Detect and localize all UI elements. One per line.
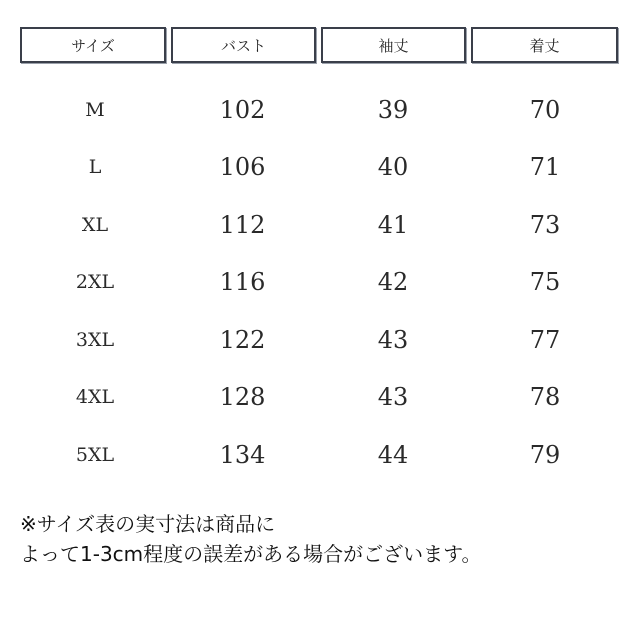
table-row bbox=[20, 430, 620, 480]
cell-sleeve: 41 bbox=[377, 211, 409, 239]
cell-sleeve: 43 bbox=[377, 383, 409, 411]
cell-sleeve: 39 bbox=[377, 96, 409, 124]
cell-bust: 122 bbox=[219, 326, 266, 354]
cell-length: 71 bbox=[529, 153, 561, 181]
header-size: サイズ bbox=[20, 27, 166, 63]
header-length: 着丈 bbox=[471, 27, 618, 63]
cell-sleeve: 43 bbox=[377, 326, 409, 354]
cell-sleeve: 44 bbox=[377, 441, 409, 469]
cell-length: 70 bbox=[529, 96, 561, 124]
cell-length: 75 bbox=[529, 268, 561, 296]
size-table-header bbox=[20, 27, 620, 67]
table-row bbox=[20, 372, 620, 422]
header-sleeve: 袖丈 bbox=[321, 27, 466, 63]
cell-bust: 112 bbox=[219, 211, 266, 239]
cell-sleeve: 40 bbox=[377, 153, 409, 181]
cell-bust: 102 bbox=[219, 96, 266, 124]
table-row bbox=[20, 142, 620, 192]
table-row bbox=[20, 200, 620, 250]
cell-size: 2XL bbox=[75, 271, 115, 293]
cell-size: 5XL bbox=[75, 444, 115, 466]
cell-bust: 106 bbox=[219, 153, 266, 181]
note-line-1: ※サイズ表の実寸法は商品に bbox=[20, 512, 276, 536]
cell-bust: 134 bbox=[219, 441, 266, 469]
cell-size: M bbox=[85, 99, 105, 121]
header-bust: バスト bbox=[171, 27, 316, 63]
table-row bbox=[20, 257, 620, 307]
table-row bbox=[20, 85, 620, 135]
cell-bust: 128 bbox=[219, 383, 266, 411]
note-line-2: よって1-3cm程度の誤差がある場合がございます。 bbox=[20, 542, 482, 566]
cell-length: 73 bbox=[529, 211, 561, 239]
cell-size: 4XL bbox=[75, 386, 115, 408]
cell-length: 77 bbox=[529, 326, 561, 354]
cell-length: 79 bbox=[529, 441, 561, 469]
cell-size: XL bbox=[81, 214, 109, 236]
cell-size: L bbox=[88, 156, 102, 178]
cell-bust: 116 bbox=[219, 268, 266, 296]
cell-size: 3XL bbox=[75, 329, 115, 351]
cell-length: 78 bbox=[529, 383, 561, 411]
table-row bbox=[20, 315, 620, 365]
cell-sleeve: 42 bbox=[377, 268, 409, 296]
